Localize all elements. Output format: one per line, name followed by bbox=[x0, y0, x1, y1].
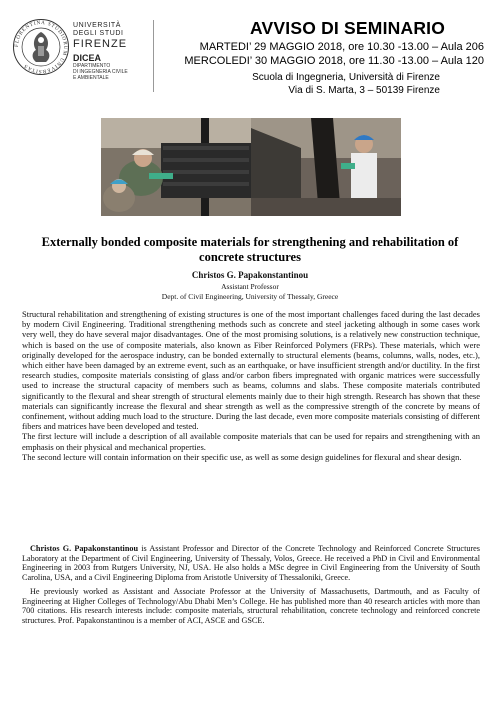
abstract-paragraph: The first lecture will include a description of all available composite materials that can be used for repairs and strengthening with an emphasis on their physical and mechanical properties. bbox=[22, 431, 480, 452]
seminar-date-1: MARTEDI’ 29 MAGGIO 2018, ore 10.30 -13.00 – Aula 206 bbox=[199, 41, 484, 53]
abstract-paragraph: Structural rehabilitation and strengthening of existing structures is one of the most important challenges faced during the last decades by modern Civil Engineering. Traditional strengthening methods such as concrete and steel jacketing although in some cases work very well, they do have several major disadvantages. One of the most promising solutions, is a relatively new construction technique, which is based on the use of composite materials, also known as Fiber Reinforced Polymers (FRPs). These materials, which were originally developed for the aerospace industry, can be bonded externally to structural elements (beams, columns, walls, nodes, etc.), which either have been damaged by an extreme event, such as an earthquake, or have insufficient strength and/or ductility. In the first research studies, composite materials consisting of glass and/or carbon fibers impregnated with organic matrices were successfully used to increase the structural capacity of members such as beams, columns and slabs. These composite materials contributed significantly to the flexural and shear strength of structural elements mainly due to their high strength. Research has shown that these materials can significantly increase the flexural and shear strength as well as the compressive strength of the concrete by means of confinement, without adding much load to the structure. During the last decade, even more composite materials consisting of different fibers and matrices have been developed and tested. bbox=[22, 309, 480, 432]
abstract-paragraph: The second lecture will contain information on their specific use, as well as some design guidelines for flexural and shear design. bbox=[22, 451, 462, 462]
department-line-1: DIPARTIMENTO bbox=[73, 63, 111, 69]
svg-text:FLORENTINA STUDIORUM UNIVERSIT: FLORENTINA STUDIORUM UNIVERSITAS bbox=[13, 19, 69, 75]
seminar-date-2: MERCOLEDI’ 30 MAGGIO 2018, ore 11.30 -13.00 – Aula 120 bbox=[184, 55, 484, 67]
seminar-address: Via di S. Marta, 3 – 50139 Firenze bbox=[288, 85, 440, 96]
bio-paragraph: He previously worked as Assistant and Associate Professor at the University of Massachusetts, Dartmouth, and as Faculty of Engineering at Higher Colleges of Technology/Abu Dhabi Men’s College. He has published more than 40 research articles with more than 700 citations. His research interests include: composite materials, structural rehabilitation, concrete technology and reinforced concrete structures. Prof. Papakonstantinou is a member of ACI, ASCE and GSCE. bbox=[22, 586, 480, 625]
speaker-name: Christos G. Papakonstantinou bbox=[191, 270, 309, 280]
bio-speaker-name: Christos G. Papakonstantinou bbox=[30, 544, 139, 553]
department-line-3: E AMBIENTALE bbox=[73, 75, 109, 81]
seminar-venue: Scuola di Ingegneria, Università di Firenze bbox=[252, 72, 440, 83]
university-line-2: DEGLI STUDI bbox=[73, 30, 124, 37]
talk-title: Externally bonded composite materials for strengthening and rehabilitation of concrete structures bbox=[41, 235, 459, 264]
department-line-2: DI INGEGNERIA CIVILE bbox=[73, 69, 128, 75]
university-city: FIRENZE bbox=[73, 38, 128, 50]
department-code: DICEA bbox=[73, 53, 102, 63]
bio-paragraph bbox=[22, 544, 480, 583]
university-line-1: UNIVERSITÀ bbox=[73, 22, 122, 29]
frp-application-photo bbox=[101, 118, 401, 216]
speaker-affiliation: Dept. of Civil Engineering, University of Thessaly, Greece bbox=[161, 292, 339, 301]
seminar-title: AVVISO DI SEMINARIO bbox=[250, 18, 446, 38]
abstract bbox=[22, 309, 480, 462]
speaker-position: Assistant Professor bbox=[221, 282, 279, 291]
speaker-biography bbox=[22, 544, 480, 626]
bio-text: is Assistant Professor and Director of the Concrete Technology and Reinforced Concrete Structures Laboratory at the Department of Civil Engineering, University of Thessaly, Volos, Greece. He received a PhD in Civil and Environmental Engineering in 2003 from Rutgers University, NJ, USA. He also holds a MSc degree in Civil Engineering from the University of South Carolina, USA, and a Civil Engineering Diploma from Aristotle University of Thessaloniki, Greece. bbox=[22, 544, 480, 583]
university-seal-logo bbox=[12, 18, 70, 76]
